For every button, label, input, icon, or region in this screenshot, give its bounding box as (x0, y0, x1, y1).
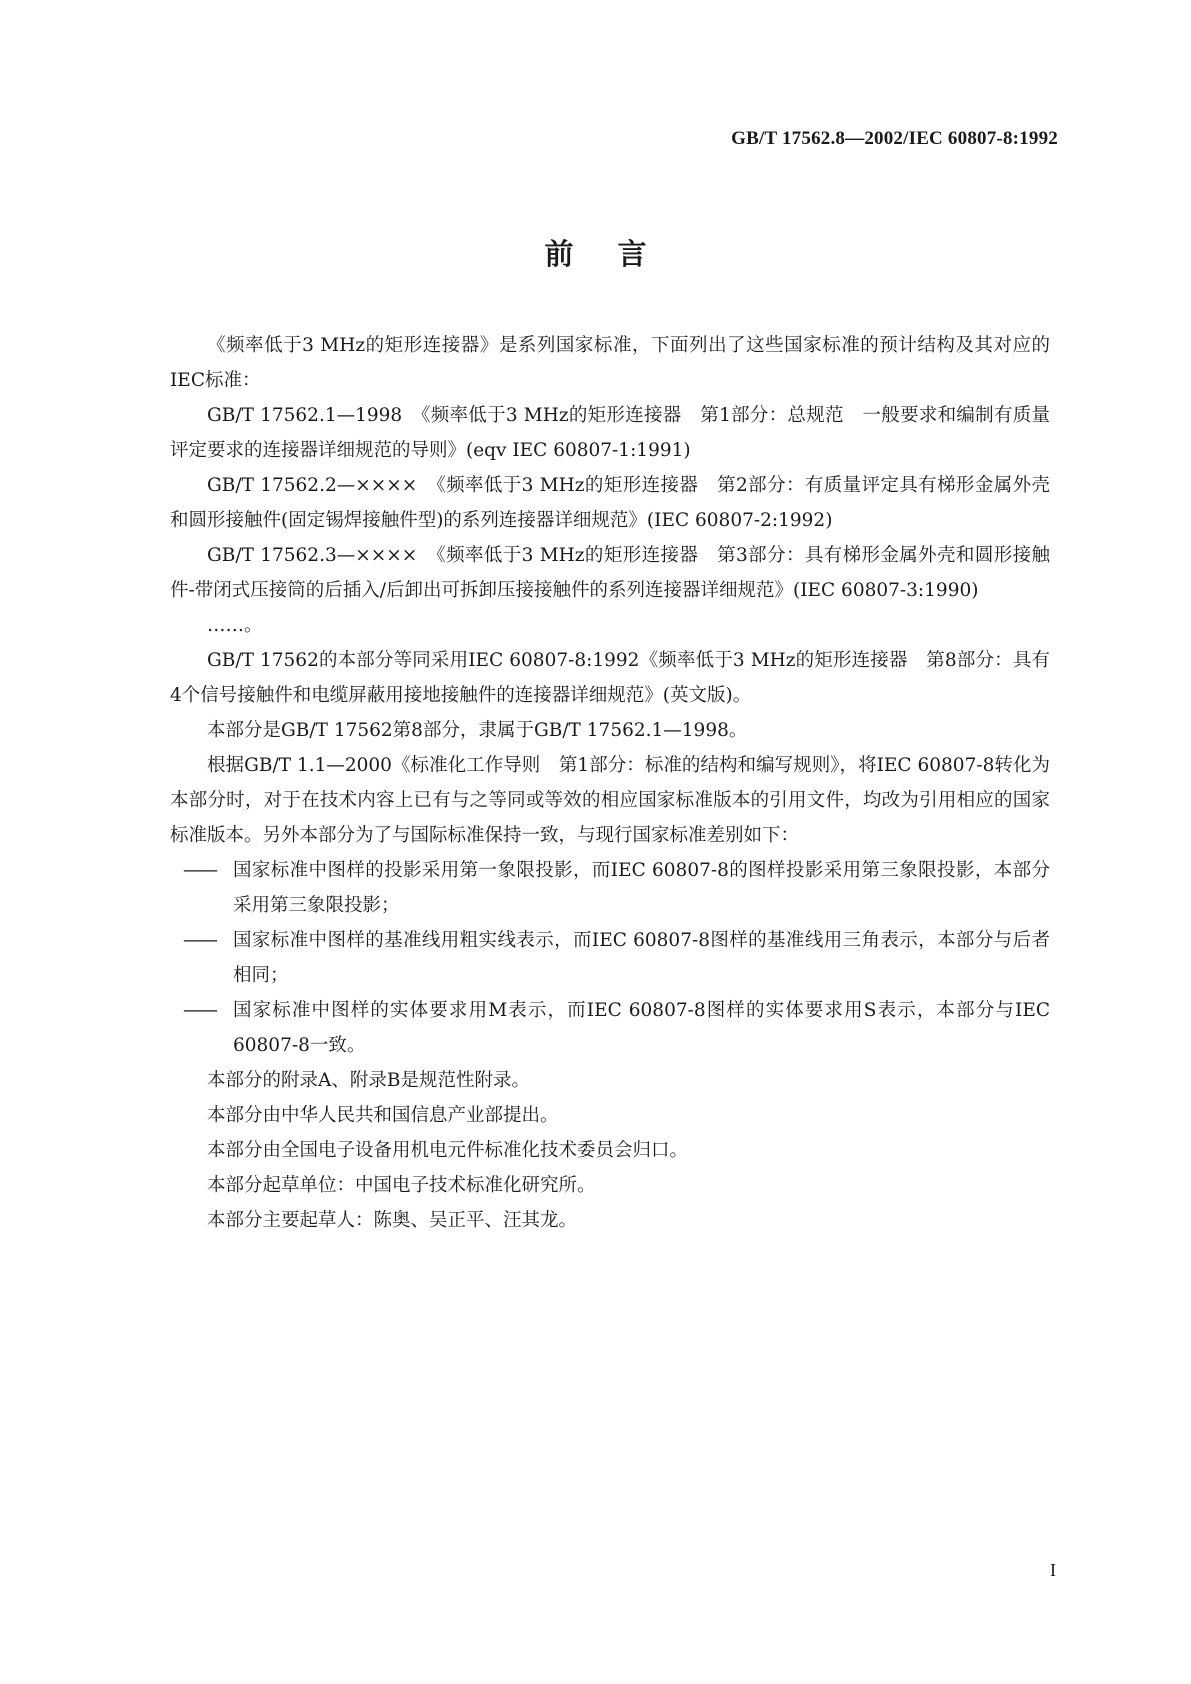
preface-body (170, 328, 1050, 1238)
appendix-note: 本部分的附录A、附录B是规范性附录。 (207, 1070, 530, 1091)
ellipsis-line: ……。 (207, 615, 263, 636)
part1-reference: GB/T 17562.1—1998 《频率低于3 MHz的矩形连接器 第1部分：总规范 一般要求和编制有质量评定要求的连接器详细规范的导则》(eqv IEC 60807-1:1991) (170, 405, 1050, 461)
adoption-paragraph: GB/T 17562的本部分等同采用IEC 60807-8:1992《频率低于3 MHz的矩形连接器 第8部分：具有4个信号接触件和电缆屏蔽用接地接触件的连接器详细规范》(英文版)。 (170, 650, 1050, 706)
according-paragraph: 根据GB/T 1.1—2000《标准化工作导则 第1部分：标准的结构和编写规则》，将IEC 60807-8转化为本部分时，对于在技术内容上已有与之等同或等效的相应国家标准版本的引用文件，均改为引用相应的国家标准版本。另外本部分为了与国际标准保持一致，与现行国家标准差别如下： (170, 755, 1050, 846)
part3-reference: GB/T 17562.3—×××× 《频率低于3 MHz的矩形连接器 第3部分：具有梯形金属外壳和圆形接触件-带闭式压接筒的后插入/后卸出可拆卸压接接触件的系列连接器详细规范》(IEC 60807-3:1990) (170, 545, 1050, 601)
dash-marker: —— (183, 930, 216, 951)
intro-paragraph: 《频率低于3 MHz的矩形连接器》是系列国家标准，下面列出了这些国家标准的预计结构及其对应的IEC标准： (170, 335, 1050, 391)
difference-item (170, 923, 1050, 993)
part2-reference: GB/T 17562.2—×××× 《频率低于3 MHz的矩形连接器 第2部分：有质量评定具有梯形金属外壳和圆形接触件(固定锡焊接触件型)的系列连接器详细规范》(IEC 60807-2:1992) (170, 475, 1050, 531)
proposed-by: 本部分由中华人民共和国信息产业部提出。 (207, 1105, 559, 1126)
standard-code-header: GB/T 17562.8—2002/IEC 60807-8:1992 (731, 128, 1058, 149)
difference-text: 国家标准中图样的基准线用粗实线表示，而IEC 60807-8图样的基准线用三角表示，本部分与后者相同； (233, 930, 1050, 986)
difference-text: 国家标准中图样的实体要求用M表示，而IEC 60807-8图样的实体要求用S表示，本部分与IEC 60807-8一致。 (233, 1000, 1050, 1056)
dash-marker: —— (183, 1000, 216, 1021)
centralized-by: 本部分由全国电子设备用机电元件标准化技术委员会归口。 (207, 1140, 689, 1161)
dash-marker: —— (183, 860, 216, 881)
difference-item (170, 853, 1050, 923)
belongs-paragraph: 本部分是GB/T 17562第8部分，隶属于GB/T 17562.1—1998。 (207, 720, 748, 741)
difference-text: 国家标准中图样的投影采用第一象限投影，而IEC 60807-8的图样投影采用第三象限投影，本部分采用第三象限投影； (233, 860, 1050, 916)
main-drafters: 本部分主要起草人：陈奥、吴正平、汪其龙。 (207, 1210, 578, 1231)
drafting-unit: 本部分起草单位：中国电子技术标准化研究所。 (207, 1175, 596, 1196)
page-title: 前言 (544, 237, 691, 271)
page-number: I (1050, 1560, 1056, 1580)
difference-item (170, 993, 1050, 1063)
